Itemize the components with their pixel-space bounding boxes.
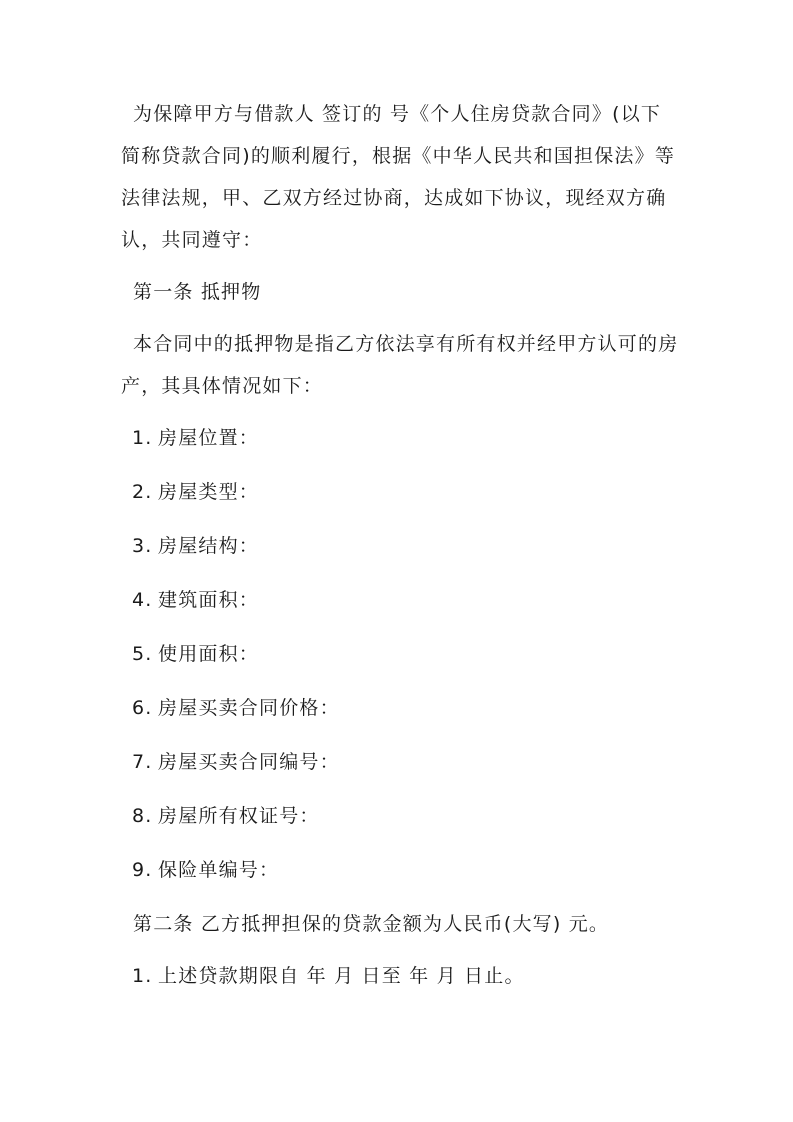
article-1-paragraph (121, 323, 681, 407)
article-2-title: 第二条 乙方抵押担保的贷款金额为人民币(大写) 元。 (133, 913, 610, 935)
loan-term-list (121, 955, 681, 997)
article-1-title: 第一条 抵押物 (133, 281, 262, 303)
document-body (121, 93, 681, 1009)
list-item-number: 6. (132, 697, 153, 719)
list-item-text: 房屋买卖合同价格： (158, 697, 340, 719)
list-item-number: 9. (132, 859, 153, 881)
list-item-text: 房屋类型： (158, 481, 260, 503)
list-item (121, 955, 681, 997)
list-item-text: 建筑面积： (158, 589, 260, 611)
list-item-text: 房屋位置： (158, 427, 260, 449)
list-item-number: 1. (132, 965, 153, 987)
list-item (121, 687, 681, 729)
list-item (121, 633, 681, 675)
list-item-number: 4. (132, 589, 153, 611)
list-item-text: 房屋结构： (158, 535, 260, 557)
list-item (121, 525, 681, 567)
article-1-text: 本合同中的抵押物是指乙方依法享有所有权并经甲方认可的房产，其具体情况如下： (121, 333, 679, 397)
list-item-text: 保险单编号： (158, 859, 280, 881)
list-item (121, 579, 681, 621)
list-item (121, 795, 681, 837)
list-item (121, 741, 681, 783)
list-item-number: 1. (132, 427, 153, 449)
intro-paragraph (121, 93, 681, 261)
list-item-number: 7. (132, 751, 153, 773)
list-item (121, 849, 681, 891)
list-item-number: 5. (132, 643, 153, 665)
list-item-number: 3. (132, 535, 153, 557)
list-item-text: 房屋所有权证号： (158, 805, 320, 827)
list-item-text: 使用面积： (158, 643, 260, 665)
property-details-list (121, 417, 681, 891)
list-item-number: 8. (132, 805, 153, 827)
list-item (121, 417, 681, 459)
list-item-number: 2. (132, 481, 153, 503)
article-1-heading (121, 271, 681, 313)
list-item (121, 471, 681, 513)
list-item-text: 房屋买卖合同编号： (158, 751, 340, 773)
list-item-text: 上述贷款期限自 年 月 日至 年 月 日止。 (158, 965, 525, 987)
article-2-heading (121, 903, 681, 945)
intro-text: 为保障甲方与借款人 签订的 号《个人住房贷款合同》(以下简称贷款合同)的顺利履行，根据《中华人民共和国担保法》等法律法规，甲、乙双方经过协商，达成如下协议，现经双方确认，共同遵守： (121, 103, 676, 251)
